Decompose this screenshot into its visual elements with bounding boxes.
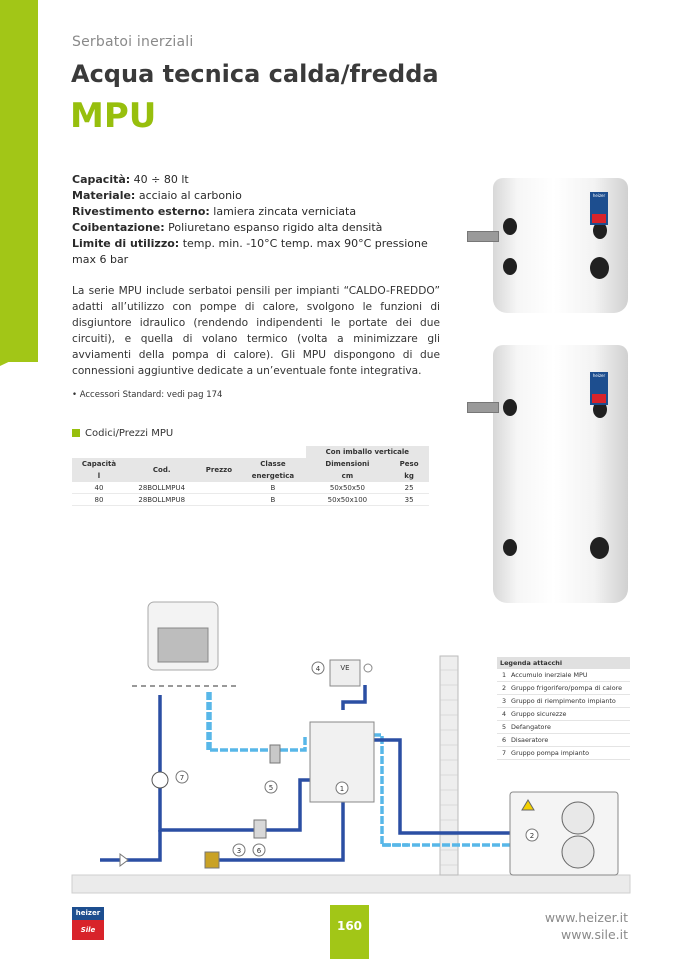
col-weight-unit: kg — [389, 470, 429, 482]
legend-item: 7 Gruppo pompa impianto — [497, 747, 630, 760]
col-price: Prezzo — [198, 458, 241, 482]
table-header-units-row — [72, 470, 429, 482]
callout-3: 3 — [236, 847, 242, 855]
callout-2: 2 — [529, 832, 535, 840]
callout-6: 6 — [256, 847, 262, 855]
side-accent-bar — [0, 0, 38, 362]
defangatore-icon — [270, 745, 280, 763]
legend-title: Legenda attacchi — [497, 657, 630, 669]
callout-4: 4 — [315, 665, 321, 673]
col-class: Classe — [240, 458, 305, 470]
col-weight: Peso — [389, 458, 429, 470]
footer-link-heizer[interactable]: www.heizer.it — [544, 910, 628, 925]
legend-item: 2 Gruppo frigorifero/pompa di calore — [497, 682, 630, 695]
wall — [440, 656, 458, 875]
table-row: 80 28BOLLMPU8 B 50x50x100 35 — [72, 494, 429, 506]
spec-insulation: Coibentazione: Poliuretano espanso rigido alta densità — [72, 221, 383, 234]
description-paragraph: La serie MPU include serbatoi pensili per impianti “CALDO-FREDDO” adatti all’utilizzo con pompe di calore, svolgono le funzioni di disgiuntore idraulico (rendendo indipendenti le portate dei due circuiti), e quella di volano termico (volta a minimizzare gli avviamenti della pompa di calore). Gli MPU dispongono di due connessioni aggiuntive dedicate a un’eventuale fonte integrativa. — [72, 285, 440, 377]
footer-logo: heizer Sile — [72, 907, 104, 943]
callout-7: 7 — [179, 774, 185, 782]
legend-item: 4 Gruppo sicurezze — [497, 708, 630, 721]
spec-limits: Limite di utilizzo: temp. min. -10°C temp. max 90°C pressione max 6 bar — [72, 237, 428, 266]
spec-material: Materiale: acciaio al carbonio — [72, 189, 242, 202]
tank-large-port — [503, 539, 517, 556]
price-section-title: Codici/Prezzi MPU — [72, 428, 173, 439]
pump-icon — [152, 772, 168, 788]
spec-coating: Rivestimento esterno: lamiera zincata verniciata — [72, 205, 357, 218]
pressure-gauge-icon — [364, 664, 372, 672]
fan-icon — [562, 802, 594, 834]
col-dims-unit: cm — [306, 470, 390, 482]
category-label: Serbatoi inerziali — [72, 34, 194, 50]
cold-pipe — [208, 692, 408, 845]
diagram-legend — [497, 657, 630, 760]
tank-small-port — [503, 218, 517, 235]
section-square-icon — [72, 429, 80, 437]
disaeratore-icon — [254, 820, 266, 838]
footer-link-sile[interactable]: www.sile.it — [561, 927, 628, 942]
model-name: MPU — [70, 96, 157, 136]
col-class-2: energetica — [240, 470, 305, 482]
tank-small-bracket — [467, 231, 499, 242]
legend-item: 3 Gruppo di riempimento impianto — [497, 695, 630, 708]
tank-small-port — [590, 257, 609, 279]
accessories-note: • Accessori Standard: vedi pag 174 — [72, 390, 223, 400]
callout-1: 1 — [339, 785, 345, 793]
fancoil-coil — [158, 628, 208, 662]
spec-capacity: Capacità: 40 ÷ 80 lt — [72, 173, 189, 186]
tank-large-port — [503, 399, 517, 416]
legend-item: 1 Accumulo inerziale MPU — [497, 669, 630, 682]
tank-large-logo: heizer — [590, 372, 608, 405]
table-group-header-row — [72, 446, 429, 458]
tank-large-port — [590, 537, 609, 559]
col-dims: Dimensioni — [306, 458, 390, 470]
floor — [72, 875, 630, 893]
fan-icon — [562, 836, 594, 868]
group-header: Con imballo verticale — [306, 446, 429, 458]
col-capacity-unit: l — [72, 470, 126, 482]
callout-5: 5 — [268, 784, 274, 792]
tank-small-port — [503, 258, 517, 275]
inlet-arrow-icon — [120, 854, 128, 866]
page-number: 160 — [336, 919, 363, 933]
spec-list — [72, 172, 442, 268]
col-capacity: Capacità — [72, 458, 126, 470]
side-accent-tip — [0, 348, 38, 366]
price-table — [72, 446, 429, 506]
page-title: Acqua tecnica calda/fredda — [71, 60, 439, 88]
col-code: Cod. — [126, 458, 198, 482]
table-header-row — [72, 458, 429, 470]
ve-label: VE — [340, 664, 350, 672]
tank-large-bracket — [467, 402, 499, 413]
fill-group-icon — [205, 852, 219, 868]
table-row: 40 28BOLLMPU4 B 50x50x50 25 — [72, 482, 429, 494]
tank-small-logo: heizer — [590, 192, 608, 225]
legend-item: 6 Disaeratore — [497, 734, 630, 747]
legend-item: 5 Defangatore — [497, 721, 630, 734]
